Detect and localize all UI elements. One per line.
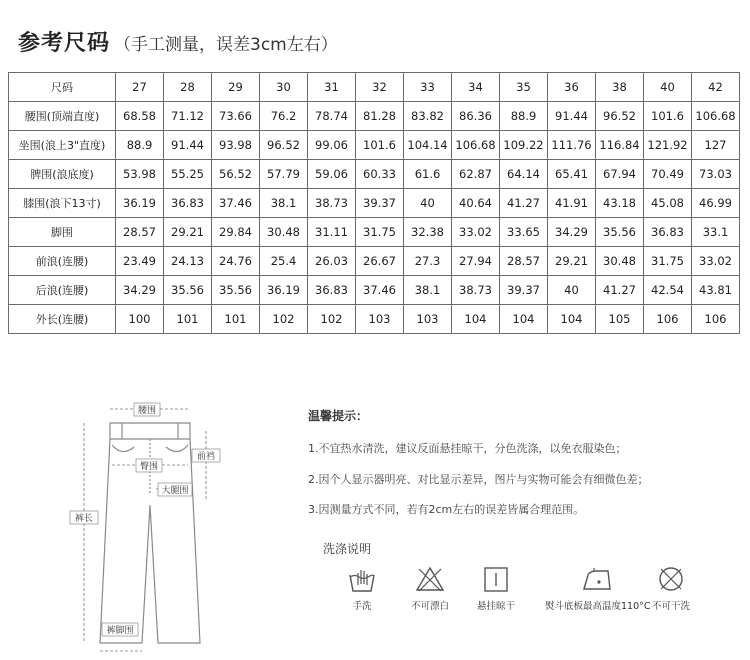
row-label-cell: 后浪(连腰): [9, 276, 116, 305]
size-table: [8, 72, 740, 334]
no-bleach-icon: [415, 565, 445, 593]
measurement-cell: 102: [260, 305, 308, 334]
row-label-cell: 脾围(浪底度): [9, 160, 116, 189]
label-leg-opening: 裤脚围: [106, 626, 134, 636]
page-title: [18, 26, 338, 56]
tip-item: 3.因测量方式不同，若有2cm左右的误差皆属合理范围。: [308, 503, 585, 516]
measurement-cell: 29.21: [164, 218, 212, 247]
measurement-cell: 26.03: [308, 247, 356, 276]
measurement-cell: 36.19: [260, 276, 308, 305]
row-label-cell: 膝围(浪下13寸): [9, 189, 116, 218]
size-header-cell: 33: [404, 73, 452, 102]
label-thigh: 大腿围: [161, 486, 189, 496]
measurement-cell: 104: [452, 305, 500, 334]
measurement-cell: 106.68: [692, 102, 740, 131]
measurement-cell: 70.49: [644, 160, 692, 189]
measurement-cell: 35.56: [164, 276, 212, 305]
measurement-cell: 86.36: [452, 102, 500, 131]
measurement-cell: 105: [596, 305, 644, 334]
measurement-cell: 62.87: [452, 160, 500, 189]
measurement-cell: 88.9: [500, 102, 548, 131]
measurement-cell: 38.1: [404, 276, 452, 305]
measurement-cell: 40.64: [452, 189, 500, 218]
measurement-cell: 29.84: [212, 218, 260, 247]
care-title: 洗涤说明: [323, 542, 372, 556]
size-header-cell: 34: [452, 73, 500, 102]
measurement-cell: 38.73: [452, 276, 500, 305]
measurement-cell: 106.68: [452, 131, 500, 160]
measurement-cell: 127: [692, 131, 740, 160]
hang-dry-icon: [481, 565, 511, 593]
measurement-cell: 27.94: [452, 247, 500, 276]
measurement-cell: 104: [500, 305, 548, 334]
measurement-cell: 42.54: [644, 276, 692, 305]
measurement-cell: 100: [116, 305, 164, 334]
title-subtitle: （手工测量，误差3cm左右）: [114, 35, 338, 55]
measurement-cell: 101: [164, 305, 212, 334]
table-header-row: [9, 73, 740, 102]
measurement-cell: 29.21: [548, 247, 596, 276]
table-row: [9, 247, 740, 276]
measurement-cell: 99.06: [308, 131, 356, 160]
measurement-cell: 57.79: [260, 160, 308, 189]
measurement-cell: 40: [404, 189, 452, 218]
measurement-cell: 46.99: [692, 189, 740, 218]
measurement-cell: 81.28: [356, 102, 404, 131]
measurement-cell: 24.13: [164, 247, 212, 276]
table-row: [9, 189, 740, 218]
measurement-cell: 91.44: [164, 131, 212, 160]
measurement-cell: 60.33: [356, 160, 404, 189]
label-hip: 臀围: [139, 462, 159, 472]
measurement-cell: 106: [692, 305, 740, 334]
measurement-cell: 37.46: [356, 276, 404, 305]
measurement-cell: 61.6: [404, 160, 452, 189]
tip-item: 2.因个人显示器明亮、对比显示差异，图片与实物可能会有细微色差；: [308, 473, 649, 486]
measurement-cell: 35.56: [212, 276, 260, 305]
table-corner-cell: 尺码: [9, 73, 116, 102]
measurement-cell: 73.03: [692, 160, 740, 189]
care-label: 熨斗底板最高温度110°C: [545, 601, 651, 612]
measurement-cell: 104: [548, 305, 596, 334]
size-header-cell: 27: [116, 73, 164, 102]
measurement-cell: 76.2: [260, 102, 308, 131]
measurement-cell: 39.37: [500, 276, 548, 305]
care-label: 不可漂白: [410, 601, 449, 612]
row-label-cell: 前浪(连腰): [9, 247, 116, 276]
measurement-cell: 41.91: [548, 189, 596, 218]
measurement-cell: 45.08: [644, 189, 692, 218]
measurement-cell: 59.06: [308, 160, 356, 189]
measurement-cell: 28.57: [500, 247, 548, 276]
row-label-cell: 脚围: [9, 218, 116, 247]
size-header-cell: 31: [308, 73, 356, 102]
label-length: 裤长: [74, 514, 94, 524]
table-row: [9, 305, 740, 334]
table-row: [9, 131, 740, 160]
measurement-cell: 104.14: [404, 131, 452, 160]
tips-title: 温馨提示：: [308, 409, 369, 423]
care-label: 不可干洗: [651, 601, 690, 612]
care-item: [456, 565, 536, 612]
no-dry-clean-icon: [656, 565, 686, 593]
measurement-cell: 41.27: [500, 189, 548, 218]
table-row: [9, 102, 740, 131]
table-row: [9, 218, 740, 247]
measurement-cell: 36.19: [116, 189, 164, 218]
measurement-cell: 23.49: [116, 247, 164, 276]
size-header-cell: 38: [596, 73, 644, 102]
measurement-cell: 96.52: [260, 131, 308, 160]
measurement-cell: 33.65: [500, 218, 548, 247]
measurement-cell: 68.58: [116, 102, 164, 131]
measurement-cell: 71.12: [164, 102, 212, 131]
measurement-cell: 33.02: [692, 247, 740, 276]
measurement-cell: 34.29: [116, 276, 164, 305]
pants-diagram: [60, 395, 290, 655]
hand-wash-icon: [347, 565, 377, 593]
table-row: [9, 276, 740, 305]
measurement-cell: 31.75: [644, 247, 692, 276]
measurement-cell: 96.52: [596, 102, 644, 131]
row-label-cell: 坐围(浪上3"直度): [9, 131, 116, 160]
measurement-cell: 34.29: [548, 218, 596, 247]
measurement-cell: 35.56: [596, 218, 644, 247]
measurement-cell: 38.73: [308, 189, 356, 218]
size-header-cell: 35: [500, 73, 548, 102]
measurement-cell: 27.3: [404, 247, 452, 276]
measurement-cell: 30.48: [596, 247, 644, 276]
table-row: [9, 160, 740, 189]
measurement-cell: 43.18: [596, 189, 644, 218]
measurement-cell: 101.6: [356, 131, 404, 160]
size-header-cell: 30: [260, 73, 308, 102]
tip-item: 1.不宜热水清洗，建议反面悬挂晾干，分色洗涤，以免衣服染色；: [308, 442, 627, 455]
measurement-cell: 41.27: [596, 276, 644, 305]
iron-low-icon: [580, 565, 614, 593]
measurement-cell: 91.44: [548, 102, 596, 131]
measurement-cell: 31.11: [308, 218, 356, 247]
measurement-cell: 37.46: [212, 189, 260, 218]
size-header-cell: 40: [644, 73, 692, 102]
measurement-cell: 40: [548, 276, 596, 305]
measurement-cell: 103: [404, 305, 452, 334]
measurement-cell: 55.25: [164, 160, 212, 189]
size-header-cell: 36: [548, 73, 596, 102]
measurement-cell: 102: [308, 305, 356, 334]
size-header-cell: 29: [212, 73, 260, 102]
measurement-cell: 33.02: [452, 218, 500, 247]
measurement-cell: 116.84: [596, 131, 644, 160]
measurement-cell: 101.6: [644, 102, 692, 131]
measurement-cell: 93.98: [212, 131, 260, 160]
measurement-cell: 106: [644, 305, 692, 334]
measurement-cell: 31.75: [356, 218, 404, 247]
measurement-cell: 32.38: [404, 218, 452, 247]
measurement-cell: 28.57: [116, 218, 164, 247]
title-main: 参考尺码: [18, 31, 111, 56]
care-label: 悬挂晾干: [476, 601, 515, 612]
label-waist: 腰围: [137, 406, 157, 416]
measurement-cell: 121.92: [644, 131, 692, 160]
measurement-cell: 36.83: [644, 218, 692, 247]
measurement-cell: 26.67: [356, 247, 404, 276]
measurement-cell: 43.81: [692, 276, 740, 305]
row-label-cell: 外长(连腰): [9, 305, 116, 334]
measurement-cell: 24.76: [212, 247, 260, 276]
measurement-cell: 88.9: [116, 131, 164, 160]
care-item: [631, 565, 711, 612]
size-header-cell: 28: [164, 73, 212, 102]
measurement-cell: 73.66: [212, 102, 260, 131]
measurement-cell: 65.41: [548, 160, 596, 189]
measurement-cell: 33.1: [692, 218, 740, 247]
measurement-cell: 56.52: [212, 160, 260, 189]
measurement-cell: 78.74: [308, 102, 356, 131]
measurement-cell: 30.48: [260, 218, 308, 247]
row-label-cell: 腰围(顶端直度): [9, 102, 116, 131]
measurement-cell: 103: [356, 305, 404, 334]
measurement-cell: 111.76: [548, 131, 596, 160]
measurement-cell: 101: [212, 305, 260, 334]
measurement-cell: 83.82: [404, 102, 452, 131]
care-label: 手洗: [352, 601, 372, 612]
measurement-cell: 36.83: [164, 189, 212, 218]
measurement-cell: 39.37: [356, 189, 404, 218]
measurement-cell: 36.83: [308, 276, 356, 305]
size-header-cell: 42: [692, 73, 740, 102]
measurement-cell: 67.94: [596, 160, 644, 189]
measurement-cell: 53.98: [116, 160, 164, 189]
measurement-cell: 64.14: [500, 160, 548, 189]
measurement-cell: 25.4: [260, 247, 308, 276]
measurement-cell: 38.1: [260, 189, 308, 218]
size-header-cell: 32: [356, 73, 404, 102]
measurement-cell: 109.22: [500, 131, 548, 160]
label-front-rise: 前裆: [196, 452, 216, 462]
